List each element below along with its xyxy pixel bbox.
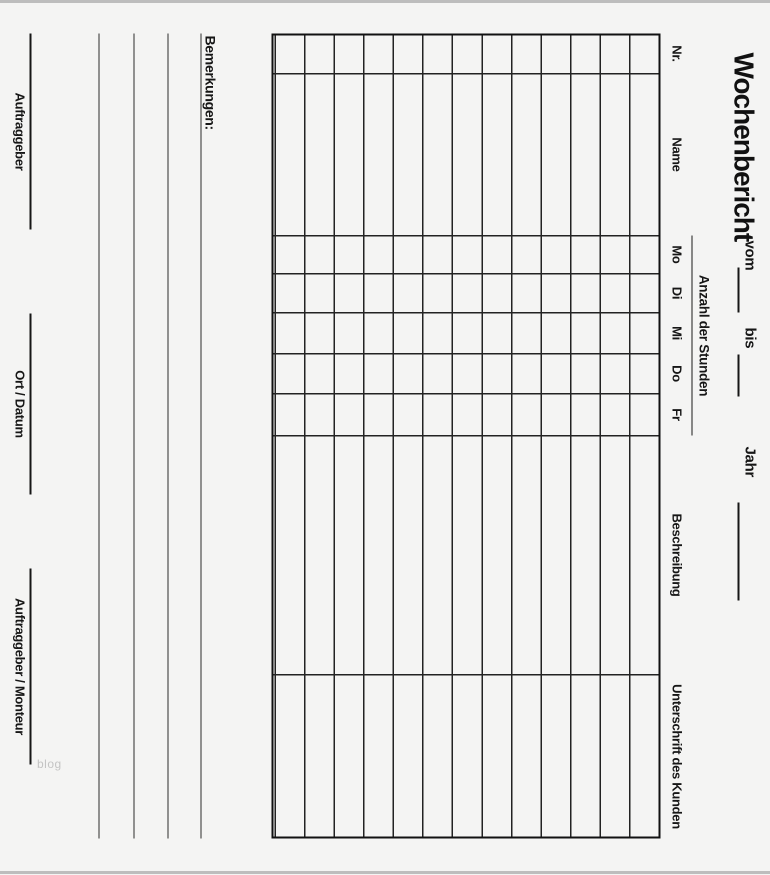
vom-label: vom (741, 240, 758, 270)
column-header-mo: Mo (669, 244, 684, 264)
column-header-di: Di (669, 286, 684, 299)
column-header-nr: Nr. (669, 44, 684, 62)
signature-label-auftraggeber-monteur: Auftraggeber / Monteur (12, 597, 27, 735)
column-header-fr: Fr (669, 407, 684, 421)
signature-label-auftraggeber: Auftraggeber (12, 91, 27, 171)
remark-line (133, 33, 134, 838)
frame-line-bottom (0, 871, 770, 874)
column-header-do: Do (669, 364, 684, 382)
signature-line-ort-datum (29, 313, 31, 494)
remark-line (98, 33, 99, 838)
signature-line-auftraggeber-monteur (29, 568, 31, 764)
watermark: blog (37, 757, 62, 771)
hours-table-grid (271, 33, 660, 838)
frame-line-top (0, 0, 770, 3)
column-header-mi: Mi (669, 325, 684, 340)
date-from-blank (737, 267, 770, 312)
year-blank (737, 502, 770, 600)
remarks-label: Bemerkungen: (202, 35, 218, 130)
hours-group-underline (691, 235, 692, 435)
jahr-label: Jahr (741, 446, 758, 477)
column-header-name: Name (669, 136, 684, 172)
remark-line (200, 33, 201, 838)
signature-label-ort-datum: Ort / Datum (12, 369, 27, 438)
date-to-blank (737, 354, 770, 396)
hours-group-label: Anzahl der Stunden (696, 274, 711, 396)
signature-line-auftraggeber (29, 33, 31, 229)
remark-line (167, 33, 168, 838)
page-title: Wochenbericht (728, 52, 759, 241)
bis-label: bis (741, 327, 758, 348)
column-header-beschreibung: Beschreibung (669, 512, 684, 597)
column-header-unterschrift: Unterschrift des Kunden (669, 683, 684, 829)
